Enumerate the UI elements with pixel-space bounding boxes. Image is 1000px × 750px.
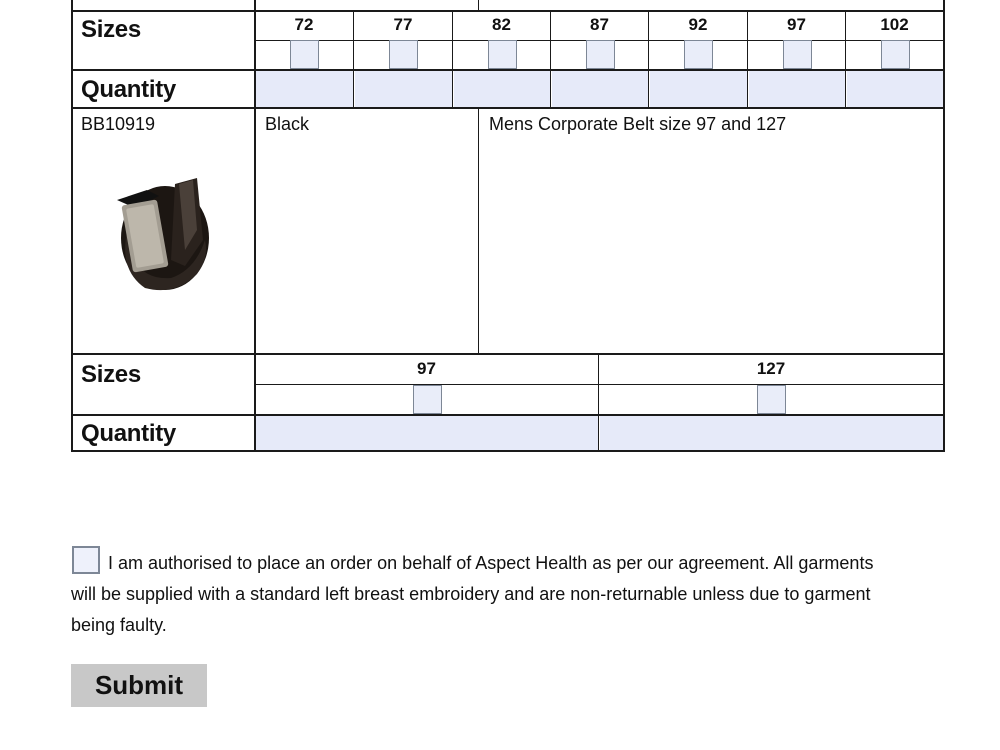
quantity-field-77[interactable] <box>355 71 452 107</box>
size-label-77: 77 <box>393 15 413 34</box>
agreement-line-2: will be supplied with a standard left breast embroidery and are non-returnable unless due to garment <box>71 584 871 604</box>
size-label-97: 97 <box>787 15 806 34</box>
product-code: BB10919 <box>81 114 156 134</box>
agreement-text <box>71 548 951 641</box>
size-checkbox-82[interactable] <box>488 40 517 69</box>
quantity-field-97[interactable] <box>749 71 845 107</box>
sizes-label: Sizes <box>81 16 141 43</box>
submit-button[interactable]: Submit <box>71 664 207 707</box>
product-description: Mens Corporate Belt size 97 and 127 <box>489 114 787 134</box>
size-checkbox-92[interactable] <box>684 40 713 69</box>
size-checkbox-127-b[interactable] <box>757 385 786 414</box>
agreement-line-1: I am authorised to place an order on behalf of Aspect Health as per our agreement. All garments <box>108 553 874 573</box>
quantity-field-102[interactable] <box>847 71 943 107</box>
size-checkbox-72[interactable] <box>290 40 319 69</box>
size-checkbox-87[interactable] <box>586 40 615 69</box>
quantity-label: Quantity <box>81 76 176 103</box>
agreement-line-3: being faulty. <box>71 615 167 635</box>
size-label-127-b: 127 <box>756 359 786 378</box>
quantity-field-92[interactable] <box>650 71 747 107</box>
size-label-97-b: 97 <box>417 359 436 378</box>
size-checkbox-97[interactable] <box>783 40 812 69</box>
quantity-field-82[interactable] <box>454 71 550 107</box>
size-checkbox-97-b[interactable] <box>413 385 442 414</box>
quantity-field-97-b[interactable] <box>256 416 598 450</box>
sizes-label-2: Sizes <box>81 361 141 388</box>
size-label-82: 82 <box>492 15 511 34</box>
size-label-87: 87 <box>590 15 609 34</box>
quantity-field-87[interactable] <box>552 71 648 107</box>
quantity-field-127-b[interactable] <box>600 416 943 450</box>
size-checkbox-77[interactable] <box>389 40 418 69</box>
quantity-field-72[interactable] <box>256 71 353 107</box>
belt-image <box>105 170 220 295</box>
size-label-72: 72 <box>294 15 314 34</box>
size-label-102: 102 <box>880 15 909 34</box>
size-label-92: 92 <box>688 15 708 34</box>
size-checkbox-102[interactable] <box>881 40 910 69</box>
quantity-label-2: Quantity <box>81 420 176 447</box>
product-colour: Black <box>265 114 310 134</box>
